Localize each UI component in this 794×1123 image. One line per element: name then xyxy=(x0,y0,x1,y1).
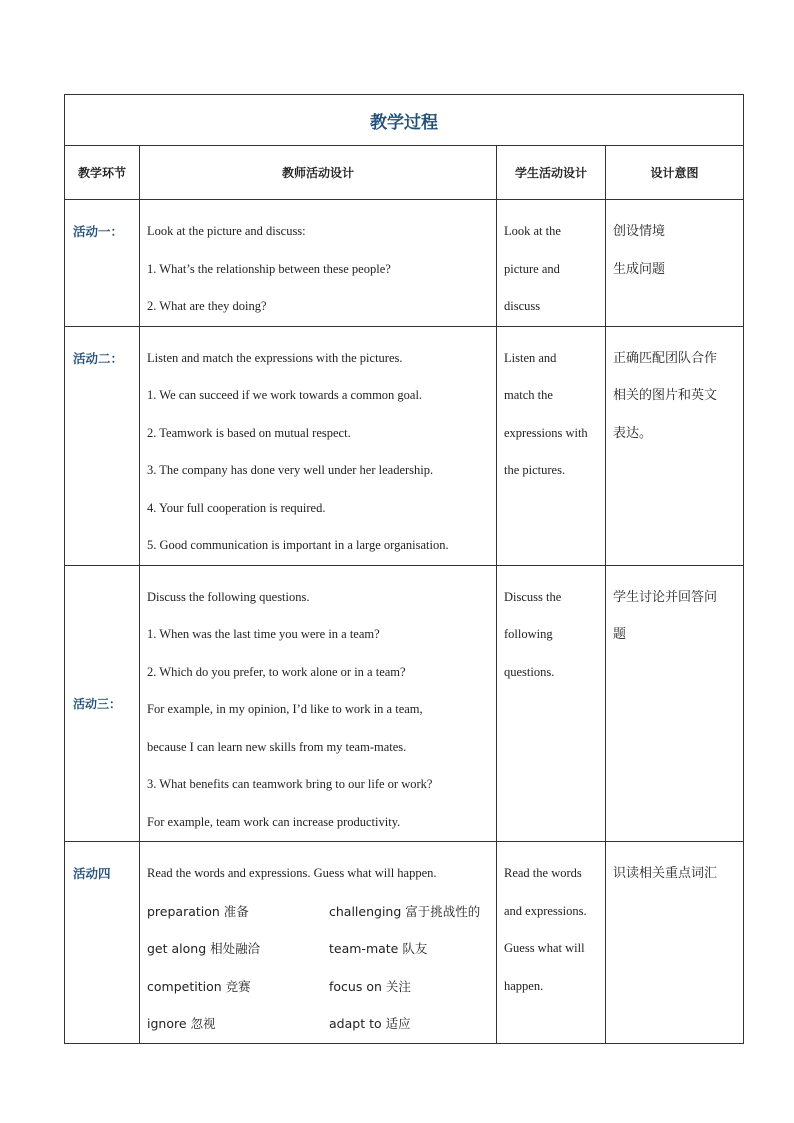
vocab-pair: preparation 准备 challenging 富于挑战性的 xyxy=(147,903,481,919)
teacher-activity: Listen and match the expressions with the pictures. 1. We can succeed if we work towards a common goal. 2. Teamwork is based on mutual respect. 3. The company has done very well under her leadership. 4. Your full cooperation is required. 5. Good communication is important in a large organisation. xyxy=(140,326,497,565)
design-intent: 正确匹配团队合作 相关的图片和英文 表达。 xyxy=(606,326,744,565)
design-intent: 学生讨论并回答问 题 xyxy=(606,565,744,842)
header-teacher: 教师活动设计 xyxy=(140,146,497,200)
title-cell xyxy=(65,95,744,146)
activity-row-2 xyxy=(65,326,744,565)
activity-label: 活动一： xyxy=(65,200,140,327)
lesson-plan-table xyxy=(64,94,744,1044)
header-stage: 教学环节 xyxy=(65,146,140,200)
activity-label: 活动二： xyxy=(65,326,140,565)
student-activity: Look at the picture and discuss xyxy=(497,200,606,327)
teacher-activity xyxy=(140,200,497,327)
teacher-activity: Read the words and expressions. Guess what will happen. preparation 准备 challenging 富于挑战性的 get along 相处融洽 team-mate 队友 competition 竞赛 focus on 关注 ignore 忽视 adapt to 适应 xyxy=(140,842,497,1044)
teacher-activity: Discuss the following questions. 1. When was the last time you were in a team? 2. Which do you prefer, to work alone or in a team? For example, in my opinion, I’d like to work in a team, because I can learn new skills from my team-mates. 3. What benefits can teamwork bring to our life or work? For example, team work can increase productivity. xyxy=(140,565,497,842)
vocab-pair: ignore 忽视 adapt to 适应 xyxy=(147,1016,411,1031)
design-intent: 识读相关重点词汇 xyxy=(606,842,744,1044)
activity-row-4 xyxy=(65,842,744,1044)
vocab-pair: competition 竞赛 focus on 关注 xyxy=(147,978,411,994)
header-student: 学生活动设计 xyxy=(497,146,606,200)
title-row xyxy=(65,95,744,146)
text-line: 1. What’s the relationship between these people? xyxy=(147,261,391,276)
student-activity: Discuss the following questions. xyxy=(497,565,606,842)
student-activity: Read the words and expressions. Guess what will happen. xyxy=(497,842,606,1044)
design-intent: 创设情境 生成问题 xyxy=(606,200,744,327)
page-title: 教学过程 xyxy=(370,112,438,133)
text-line: Look at the picture and discuss: xyxy=(147,224,306,238)
header-intent: 设计意图 xyxy=(606,146,744,200)
activity-label: 活动三： xyxy=(65,565,140,842)
activity-row-3 xyxy=(65,565,744,842)
vocab-pair: get along 相处融洽 team-mate 队友 xyxy=(147,941,428,956)
student-activity: Listen and match the expressions with the pictures. xyxy=(497,326,606,565)
activity-row-1 xyxy=(65,200,744,327)
header-row xyxy=(65,146,744,200)
activity-label: 活动四 xyxy=(65,842,140,1044)
text-line: 2. What are they doing? xyxy=(147,299,267,313)
